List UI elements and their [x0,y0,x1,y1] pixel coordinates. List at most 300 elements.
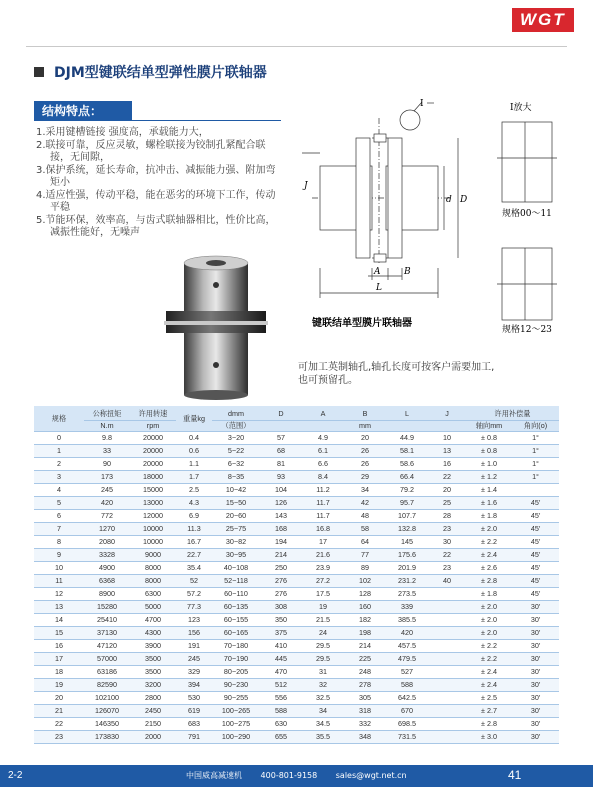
table-cell [428,665,466,678]
table-cell: 34 [302,704,344,717]
table-cell: 15−50 [212,496,260,509]
table-cell: 305 [344,691,386,704]
table-cell: 201.9 [386,561,428,574]
table-cell: ± 1.2 [466,470,512,483]
table-cell: 2000 [130,730,176,743]
table-cell: 60−110 [212,587,260,600]
table-cell: 214 [344,639,386,652]
spec-range-b: 规格12～23 [502,325,552,335]
table-cell: 1° [512,457,559,470]
table-cell: 6.9 [176,509,212,522]
table-cell: 791 [176,730,212,743]
table-cell: 348 [344,730,386,743]
table-cell: 231.2 [386,574,428,587]
col-torque-unit: N.m [84,420,130,431]
table-cell: 1 [34,444,84,457]
table-cell: 278 [344,678,386,691]
page-title: DJM型键联结单型弹性膜片联轴器 [54,65,267,81]
table-cell [428,639,466,652]
features-list [36,127,280,240]
table-cell: ± 2.7 [466,704,512,717]
feature-item: 3.保护系统，延长寿命，抗冲击、减振能力强、附加弯矩小 [36,164,276,188]
table-cell: 250 [260,561,302,574]
table-cell: 5 [34,496,84,509]
col-A: A [302,406,344,420]
table-row [34,626,559,639]
table-cell: 160 [344,600,386,613]
table-cell: 276 [260,574,302,587]
table-cell: 457.5 [386,639,428,652]
table-cell: ± 2.0 [466,600,512,613]
table-cell: 40−108 [212,561,260,574]
table-cell: 655 [260,730,302,743]
table-cell: 126070 [84,704,130,717]
table-cell: 420 [386,626,428,639]
table-cell: 14 [34,613,84,626]
table-cell [428,730,466,743]
table-cell: 132.8 [386,522,428,535]
table-cell: 445 [260,652,302,665]
table-cell: 40 [428,574,466,587]
table-cell: 670 [386,704,428,717]
table-cell: 93 [260,470,302,483]
table-cell: ± 1.8 [466,509,512,522]
table-cell: 385.5 [386,613,428,626]
table-cell: 245 [176,652,212,665]
table-cell: 70−180 [212,639,260,652]
table-cell: 30′ [512,652,559,665]
spec-range-a: 规格00～11 [502,209,552,219]
table-cell: 37130 [84,626,130,639]
table-cell: 29.5 [302,639,344,652]
table-cell: 556 [260,691,302,704]
table-cell: 66.4 [386,470,428,483]
table-cell: 30′ [512,691,559,704]
table-cell: 126 [260,496,302,509]
table-cell: 15 [34,626,84,639]
table-cell: 104 [260,483,302,496]
table-cell: 3 [34,470,84,483]
table-cell: 34 [344,483,386,496]
table-cell: 16 [428,457,466,470]
callout-label: I [420,99,424,109]
table-cell: 64 [344,535,386,548]
table-cell: 45′ [512,561,559,574]
features-heading: 结构特点： [34,101,132,121]
table-cell: 2080 [84,535,130,548]
dim-b-label: B [404,267,411,277]
col-J: J [428,406,466,420]
table-cell [428,626,466,639]
col-torque: 公称扭矩 [84,406,130,420]
table-cell: ± 1.4 [466,483,512,496]
table-cell: 63186 [84,665,130,678]
table-cell: 11.7 [302,509,344,522]
footer-contact [186,765,423,787]
table-cell: 68 [260,444,302,457]
table-cell: 630 [260,717,302,730]
table-cell: 30′ [512,704,559,717]
table-cell: 225 [344,652,386,665]
table-cell: 698.5 [386,717,428,730]
table-cell: 146350 [84,717,130,730]
table-cell: 1.7 [176,470,212,483]
table-row [34,548,559,561]
table-cell: 57 [260,431,302,444]
table-cell: 4300 [130,626,176,639]
table-cell: ± 0.8 [466,444,512,457]
table-cell: 6.1 [302,444,344,457]
table-cell: 5−22 [212,444,260,457]
table-cell: 60−135 [212,600,260,613]
table-cell: ± 1.8 [466,587,512,600]
table-cell: 102100 [84,691,130,704]
col-L: L [386,406,428,420]
table-cell: 60−165 [212,626,260,639]
table-cell [512,483,559,496]
table-cell: 57000 [84,652,130,665]
table-cell: 1° [512,470,559,483]
table-row [34,665,559,678]
table-cell: 13000 [130,496,176,509]
col-speed: 许用转速 [130,406,176,420]
table-cell: 23 [428,561,466,574]
spec-table [34,406,559,744]
table-cell: 60−155 [212,613,260,626]
table-cell: 22 [428,470,466,483]
table-cell: 17 [302,535,344,548]
table-cell: 52−118 [212,574,260,587]
table-cell: 6300 [130,587,176,600]
table-cell: 11 [34,574,84,587]
table-cell: 30′ [512,626,559,639]
table-cell: 8.4 [302,470,344,483]
table-cell: 318 [344,704,386,717]
table-cell: 35.5 [302,730,344,743]
table-cell: 20000 [130,457,176,470]
table-cell: 20 [428,483,466,496]
table-cell: ± 3.0 [466,730,512,743]
table-cell: 245 [84,483,130,496]
table-cell: 6 [34,509,84,522]
table-cell: 479.5 [386,652,428,665]
feature-item: 4.适应性强，传动平稳，能在恶劣的环境下工作，传动平稳 [36,189,276,213]
col-compensation: 许用补偿量 [466,406,559,420]
table-cell: 6−32 [212,457,260,470]
table-cell: 47120 [84,639,130,652]
table-cell: 57.2 [176,587,212,600]
table-cell: 588 [386,678,428,691]
table-cell: 30′ [512,600,559,613]
table-cell: 332 [344,717,386,730]
table-row [34,470,559,483]
table-cell: 1° [512,444,559,457]
table-cell: ± 2.2 [466,535,512,548]
table-row [34,431,559,444]
table-cell: ± 2.2 [466,652,512,665]
table-cell [428,652,466,665]
table-cell: 173830 [84,730,130,743]
table-cell: 45′ [512,548,559,561]
table-row [34,561,559,574]
col-axial: 轴向mm [466,420,512,431]
table-row [34,496,559,509]
table-cell: 683 [176,717,212,730]
table-cell: 30′ [512,639,559,652]
table-cell: 11.3 [176,522,212,535]
table-cell: 339 [386,600,428,613]
table-cell: 21.5 [302,613,344,626]
table-cell: 28 [428,509,466,522]
brand-logo: WGT [512,8,574,32]
table-cell: 10000 [130,535,176,548]
coupling-photo [160,255,272,400]
table-cell: 182 [344,613,386,626]
table-row [34,717,559,730]
machining-note: 可加工英制轴孔,轴孔长度可按客户需要加工,也可预留孔。 [298,362,495,386]
table-cell: 11.7 [302,496,344,509]
table-cell: ± 1.0 [466,457,512,470]
table-cell: 10 [428,431,466,444]
drawing-caption: 键联结单型膜片联轴器 [312,318,412,329]
table-cell: 0.4 [176,431,212,444]
dim-D-label: D [460,195,468,205]
table-cell: 12 [34,587,84,600]
table-cell: 273.5 [386,587,428,600]
table-cell: ± 1.6 [466,496,512,509]
table-cell: 12000 [130,509,176,522]
table-cell: 13 [428,444,466,457]
table-row [34,600,559,613]
table-cell: 731.5 [386,730,428,743]
table-cell: 32.5 [302,691,344,704]
table-cell [428,613,466,626]
table-cell: 26 [344,457,386,470]
table-cell: 25−75 [212,522,260,535]
table-cell: 30−95 [212,548,260,561]
table-cell: 0 [34,431,84,444]
table-cell: 100−265 [212,704,260,717]
table-cell: 191 [176,639,212,652]
table-cell: 8900 [84,587,130,600]
table-cell: 16 [34,639,84,652]
table-cell: 95.7 [386,496,428,509]
table-cell: 30′ [512,730,559,743]
table-cell: 15280 [84,600,130,613]
table-cell: 45′ [512,509,559,522]
table-cell: 102 [344,574,386,587]
spec-table-body [34,431,559,743]
table-cell: 23.9 [302,561,344,574]
feature-item: 2.联接可靠，反应灵敏，螺栓联接为铰制孔紧配合联接，无间隙， [36,139,266,163]
table-cell: 3200 [130,678,176,691]
table-cell: 70−190 [212,652,260,665]
table-cell: 30′ [512,613,559,626]
table-cell: 89 [344,561,386,574]
table-cell: 100−290 [212,730,260,743]
table-cell: 30′ [512,678,559,691]
table-cell: 17.5 [302,587,344,600]
table-cell: 20000 [130,444,176,457]
table-cell: ± 2.0 [466,626,512,639]
table-row [34,652,559,665]
table-cell: 214 [260,548,302,561]
table-cell: 21.6 [302,548,344,561]
table-cell: 48 [344,509,386,522]
table-cell: 194 [260,535,302,548]
col-angle: 角向(o) [512,420,559,431]
table-cell: 7 [34,522,84,535]
table-cell: 329 [176,665,212,678]
table-cell: 81 [260,457,302,470]
table-row [34,535,559,548]
col-weight: 重量kg [176,406,212,431]
table-cell: ± 0.8 [466,431,512,444]
table-cell: 3328 [84,548,130,561]
table-cell: 90 [84,457,130,470]
table-cell: 35.4 [176,561,212,574]
table-cell: 248 [344,665,386,678]
table-cell: 410 [260,639,302,652]
table-row [34,704,559,717]
table-cell: 4700 [130,613,176,626]
table-cell: 10−42 [212,483,260,496]
table-cell: 13 [34,600,84,613]
table-cell: 23 [428,522,466,535]
table-cell: ± 2.4 [466,678,512,691]
table-cell: 26 [344,444,386,457]
table-cell [428,587,466,600]
table-cell: 29 [344,470,386,483]
table-cell: 20−60 [212,509,260,522]
table-row [34,639,559,652]
table-cell: 45′ [512,587,559,600]
table-cell: 470 [260,665,302,678]
page-number: 41 [508,768,522,782]
table-row [34,678,559,691]
table-row [34,444,559,457]
table-row [34,483,559,496]
title-marker [34,67,44,77]
table-row [34,613,559,626]
table-cell: 642.5 [386,691,428,704]
table-cell: ± 2.4 [466,665,512,678]
table-cell: 2 [34,457,84,470]
table-cell: 17 [34,652,84,665]
feature-item: 5.节能环保，效率高，与齿式联轴器相比，性价比高，减振性能好，无噪声 [36,214,276,238]
table-cell: 77 [344,548,386,561]
col-B: B [344,406,386,420]
table-cell: 45′ [512,522,559,535]
table-cell: 90−255 [212,691,260,704]
table-cell: 3500 [130,652,176,665]
table-cell: 530 [176,691,212,704]
table-cell: 375 [260,626,302,639]
header-rule [26,46,567,47]
table-cell: ± 2.5 [466,691,512,704]
table-cell: 2450 [130,704,176,717]
table-cell: 9000 [130,548,176,561]
table-cell: 20 [344,431,386,444]
table-cell: 52 [176,574,212,587]
table-cell: 80−205 [212,665,260,678]
table-cell: 772 [84,509,130,522]
feature-item: 1.采用键槽链接 强度高，承载能力大， [36,127,209,138]
table-cell: 30−82 [212,535,260,548]
table-cell: 45′ [512,574,559,587]
col-D: D [260,406,302,420]
footer-phone: 400-801-9158 [260,771,318,780]
table-row [34,730,559,743]
table-cell: 82590 [84,678,130,691]
table-cell: 24 [302,626,344,639]
table-cell: 0.6 [176,444,212,457]
table-cell: 1.1 [176,457,212,470]
table-cell: 1° [512,431,559,444]
table-cell: 21 [34,704,84,717]
features-heading-rule [132,120,281,121]
col-mm-unit: mm [302,420,428,431]
table-cell: 22.7 [176,548,212,561]
col-model: 规格 [34,406,84,431]
table-cell: 4900 [84,561,130,574]
table-cell: 20 [34,691,84,704]
table-cell: 420 [84,496,130,509]
table-cell: 42 [344,496,386,509]
table-cell: 168 [260,522,302,535]
table-cell: 8 [34,535,84,548]
table-cell: ± 2.8 [466,574,512,587]
table-cell: 8000 [130,574,176,587]
table-cell: 1270 [84,522,130,535]
table-cell: 308 [260,600,302,613]
table-row [34,522,559,535]
table-cell: 79.2 [386,483,428,496]
dim-d-label: d [446,195,452,205]
table-cell: 2.5 [176,483,212,496]
table-cell: 34.5 [302,717,344,730]
table-cell: 107.7 [386,509,428,522]
table-cell: 58 [344,522,386,535]
table-cell: ± 2.8 [466,717,512,730]
table-cell: 10000 [130,522,176,535]
footer-email: sales@wgt.net.cn [335,771,407,780]
table-cell [428,717,466,730]
table-cell: 100−275 [212,717,260,730]
table-cell: 32 [302,678,344,691]
table-cell: 527 [386,665,428,678]
table-cell: 4.9 [302,431,344,444]
table-cell [428,704,466,717]
table-cell: 30′ [512,717,559,730]
table-cell: 619 [176,704,212,717]
table-cell: 3−20 [212,431,260,444]
table-cell: 173 [84,470,130,483]
table-cell: 90−230 [212,678,260,691]
table-cell: 30′ [512,665,559,678]
table-cell: 8000 [130,561,176,574]
table-row [34,509,559,522]
table-cell: 31 [302,665,344,678]
col-speed-unit: rpm [130,420,176,431]
table-cell: 30 [428,535,466,548]
table-row [34,574,559,587]
table-cell: 22 [34,717,84,730]
table-cell [428,691,466,704]
table-cell: 3900 [130,639,176,652]
table-cell: 58.1 [386,444,428,457]
dim-j-label: J [304,181,308,191]
